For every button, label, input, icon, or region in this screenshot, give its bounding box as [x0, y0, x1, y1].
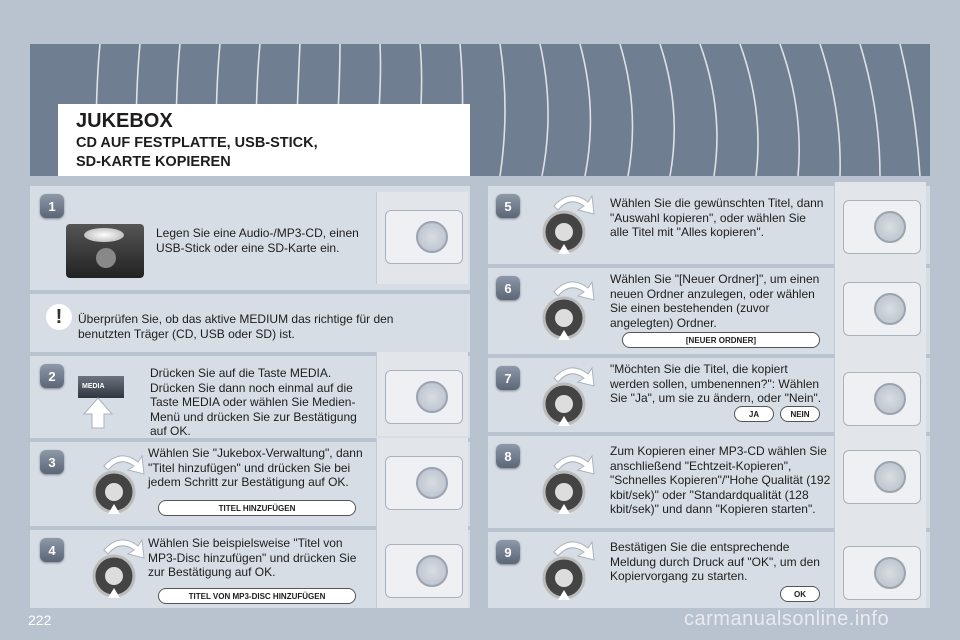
step-number-badge: 5	[496, 194, 520, 218]
warning-icon: !	[46, 304, 72, 330]
press-arrow-icon	[82, 396, 114, 430]
warning-panel	[30, 294, 470, 352]
step-2-panel	[30, 356, 470, 438]
rotary-knob-icon	[540, 274, 598, 346]
step-2-text: Drücken Sie auf die Taste MEDIA. Drücken Sie dann noch einmal auf die Taste MEDIA oder wählen Sie Medien-Menü und drücken Sie zur Bestätigung auf OK.	[150, 366, 357, 438]
option-nein: NEIN	[780, 406, 820, 422]
step-7-text: "Möchten Sie die Titel, die kopiert werden sollen, umbenennen?": Wählen Sie "Ja", um sie zu ändern, oder "Nein".	[610, 362, 822, 405]
page-number: 222	[28, 612, 52, 628]
step-number-badge: 6	[496, 276, 520, 300]
rotary-knob-icon	[540, 188, 598, 260]
step-4-text: Wählen Sie beispielsweise "Titel von MP3-Disc hinzufügen" und drücken Sie zur Bestätigung auf OK.	[148, 536, 357, 579]
page-subtitle: CD AUF FESTPLATTE, USB-STICK, SD-KARTE KOPIEREN	[76, 135, 318, 170]
rotary-knob-icon	[90, 448, 148, 520]
step-number-badge: 2	[40, 364, 64, 388]
rotary-knob-icon	[540, 448, 598, 520]
device-thumbnail	[376, 352, 468, 436]
step-number-badge: 3	[40, 450, 64, 474]
step-5-panel	[488, 186, 930, 264]
page-title: JUKEBOX	[76, 110, 173, 132]
device-thumbnail	[376, 192, 468, 284]
step-number-badge: 9	[496, 540, 520, 564]
step-number-badge: 4	[40, 538, 64, 562]
media-button: MEDIA	[78, 376, 124, 398]
device-thumbnail	[376, 526, 468, 608]
rotary-knob-icon	[90, 532, 148, 604]
step-6-text: Wählen Sie "[Neuer Ordner]", um einen neuen Ordner anzulegen, oder wählen Sie einen bestehenden (zuvor angelegten) Ordner.	[610, 272, 820, 330]
step-5-text: Wählen Sie die gewünschten Titel, dann "Auswahl kopieren", oder wählen Sie alle Titel mit "Alles kopieren".	[610, 196, 824, 239]
step-number-badge: 8	[496, 444, 520, 468]
step-9-panel	[488, 532, 930, 608]
step-8-panel	[488, 436, 930, 528]
device-thumbnail	[376, 438, 468, 526]
device-thumbnail	[834, 182, 926, 264]
step-3-text: Wählen Sie "Jukebox-Verwaltung", dann "Titel hinzufügen" und drücken Sie bei jedem Schritt zur Bestätigung auf OK.	[148, 446, 363, 489]
option-ja: JA	[734, 406, 774, 422]
rotary-knob-icon	[540, 360, 598, 432]
device-thumbnail	[834, 528, 926, 608]
step-1-text: Legen Sie eine Audio-/MP3-CD, einen USB-Stick oder eine SD-Karte ein.	[156, 226, 359, 255]
device-thumbnail	[834, 264, 926, 354]
menu-item-neuer-ordner: [NEUER ORDNER]	[622, 332, 820, 348]
menu-item-titel-von-mp3-disc: TITEL VON MP3-DISC HINZUFÜGEN	[158, 588, 356, 604]
step-1-panel	[30, 186, 470, 290]
device-thumbnail	[834, 432, 926, 528]
cd-player-image	[66, 224, 144, 278]
step-number-badge: 1	[40, 194, 64, 218]
rotary-knob-icon	[540, 534, 598, 606]
step-4-panel	[30, 530, 470, 608]
watermark: carmanualsonline.info	[684, 608, 890, 630]
step-number-badge: 7	[496, 366, 520, 390]
device-thumbnail	[834, 354, 926, 432]
step-3-panel	[30, 442, 470, 526]
menu-item-titel-hinzufuegen: TITEL HINZUFÜGEN	[158, 500, 356, 516]
step-6-panel	[488, 268, 930, 354]
step-8-text: Zum Kopieren einer MP3-CD wählen Sie anschließend "Echtzeit-Kopieren", "Schnelles Kopieren"/"Hohe Qualität (192 kbit/sek)" oder "Standardqualität (128 kbit/sek)" und dann "Kopieren starten".	[610, 444, 831, 516]
warning-text: Überprüfen Sie, ob das aktive MEDIUM das richtige für den benutzten Träger (CD, USB oder SD) ist.	[78, 312, 394, 341]
option-ok: OK	[780, 586, 820, 602]
step-7-panel	[488, 358, 930, 432]
step-9-text: Bestätigen Sie die entsprechende Meldung durch Druck auf "OK", um den Kopiervorgang zu starten.	[610, 540, 820, 583]
